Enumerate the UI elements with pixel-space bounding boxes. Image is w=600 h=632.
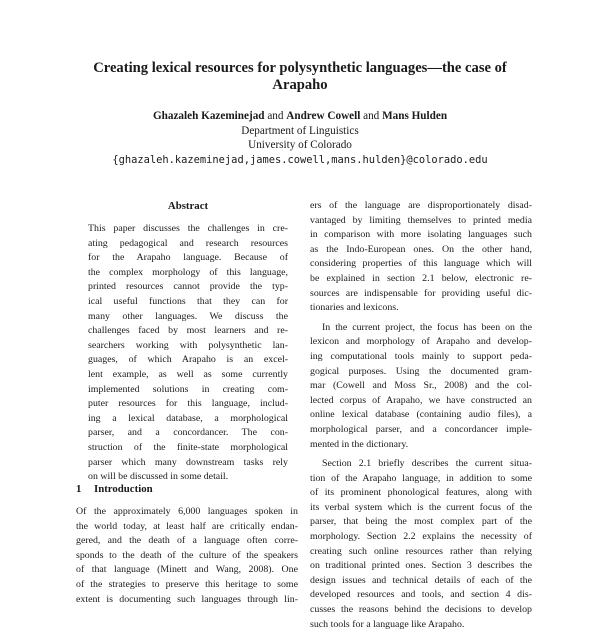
body-line: developed resources and tools, and section 4 dis- [310,589,532,601]
body-line: ing computational tools mainly to support peda- [310,350,532,362]
body-line: vantaged by limiting themselves to printed media [310,214,532,226]
author-name: Ghazaleh Kazeminejad [152,110,265,122]
abstract-line: ating pedagogical and research resources [88,237,288,249]
affiliation-university: University of Colorado [248,139,352,151]
paper-title [40,60,560,94]
right-column [310,199,532,632]
affiliation-department: Department of Linguistics [241,125,359,137]
body-line: of the strategies to preserve this heritage to some [76,578,298,590]
body-line: of that language (Minett and Wang, 2008). One [76,564,298,576]
abstract-line: This paper discusses the challenges in cre- [88,223,288,234]
body-line: lected corpus of Arapaho, we have constructed an [310,394,532,406]
body-line: sources are indispensable for providing useful dic- [310,287,532,299]
abstract-heading: Abstract [167,200,209,212]
abstract-line: parser which many downstream tasks rely [88,456,288,468]
body-line: be explained in section 2.1 below, electronic re- [310,272,532,284]
author-separator: and [267,110,284,122]
body-line: as the Indo-European ones. On the other hand, [310,243,532,255]
body-line: ers of the language are disproportionately disad- [310,200,532,211]
body-line: considering properties of this language which will [310,258,532,270]
body-line: tion of the Arapaho language, in addition to some [310,472,532,484]
body-line: extent is documenting such languages through lin- [76,593,298,605]
author-emails: {ghazaleh.kazeminejad,james.cowell,mans.hulden}@colorado.edu [112,154,488,166]
abstract-line: implemented solutions in creating com- [88,383,288,395]
body-line: its verbal system which is the current focus of the [310,501,532,513]
abstract-line: printed resources cannot provide the typ- [88,281,288,293]
body-line: in comparison with more isolating languages such [310,229,532,241]
body-line: cusses the reasons behind the decisions to develop [310,604,532,616]
body-line: gered, and the death of a language often corre- [76,535,298,547]
abstract-line: parser, and a concordancer. The con- [88,427,288,439]
abstract-line: guages, of which Arapaho is an excel- [88,354,288,366]
affiliation [40,124,560,152]
author-separator: and [363,110,380,122]
body-line: morphology. Section 2.2 explains the necessity of [310,531,532,543]
abstract-line: on will be discussed in some detail. [88,471,229,483]
section-title: Introduction [94,483,153,495]
body-line: mented in the dictionary. [310,438,409,450]
body-line: mar (Cowell and Moss Sr., 2008) and the col- [310,380,532,392]
paragraph [310,321,532,452]
section-number: 1 [76,483,82,495]
body-line: tionaries and lexicons. [310,302,399,314]
author-list [40,109,560,123]
body-line: such tools for a language like Arapaho. [310,618,465,630]
abstract-line: the complex morphology of this language, [88,266,288,278]
section-heading-introduction [76,482,153,496]
abstract-line: challenges faced by most learners and re- [88,325,288,337]
abstract-line: struction of the finite-state morphological [88,441,288,453]
body-line: parser, that being the most complex part of the [310,516,532,528]
title-line: Arapaho [272,77,328,93]
abstract-line: for the Arapaho language. Because of [88,252,288,264]
paragraph [310,199,532,316]
author-name: Andrew Cowell [286,110,361,122]
body-line: Of the approximately 6,000 languages spoken in [76,506,298,517]
abstract-body [88,222,288,485]
body-line: on traditional printed ones. Section 3 describes the [310,560,532,572]
abstract-line: lent example, as well as some currently [88,368,288,380]
introduction-body [76,505,298,607]
body-line: morphological parser, and a concordancer imple- [310,423,532,435]
body-line: online lexical database (containing audio files), a [310,409,532,421]
body-line: lexicon and morphology of Arapaho and develop- [310,336,532,348]
body-line: Section 2.1 briefly describes the current situa- [322,458,532,470]
body-line: design issues and technical details of each of the [310,574,532,586]
body-line: gogical purposes. Using the documented gram- [310,365,532,377]
abstract-line: ing a lexical database, a morphological [88,412,288,424]
body-line: creating such online resources rather than relying [310,545,532,557]
paragraph [310,457,532,632]
body-line: sponds to the death of the culture of the speakers [76,549,298,561]
author-name: Mans Hulden [382,110,448,122]
abstract-line: ical useful functions that they can for [88,295,288,307]
body-line: the world today, at least half are critically endan- [76,520,298,532]
body-line: of its prominent phonological features, along with [310,487,532,499]
abstract-line: many other languages. We discuss the [88,310,288,322]
abstract-line: puter resources for this language, includ- [88,398,288,410]
body-line: In the current project, the focus has been on the [322,321,532,333]
title-line: Creating lexical resources for polysynthetic languages—the case of [93,60,507,76]
abstract-line: searchers working with polysynthetic lan- [88,339,288,351]
